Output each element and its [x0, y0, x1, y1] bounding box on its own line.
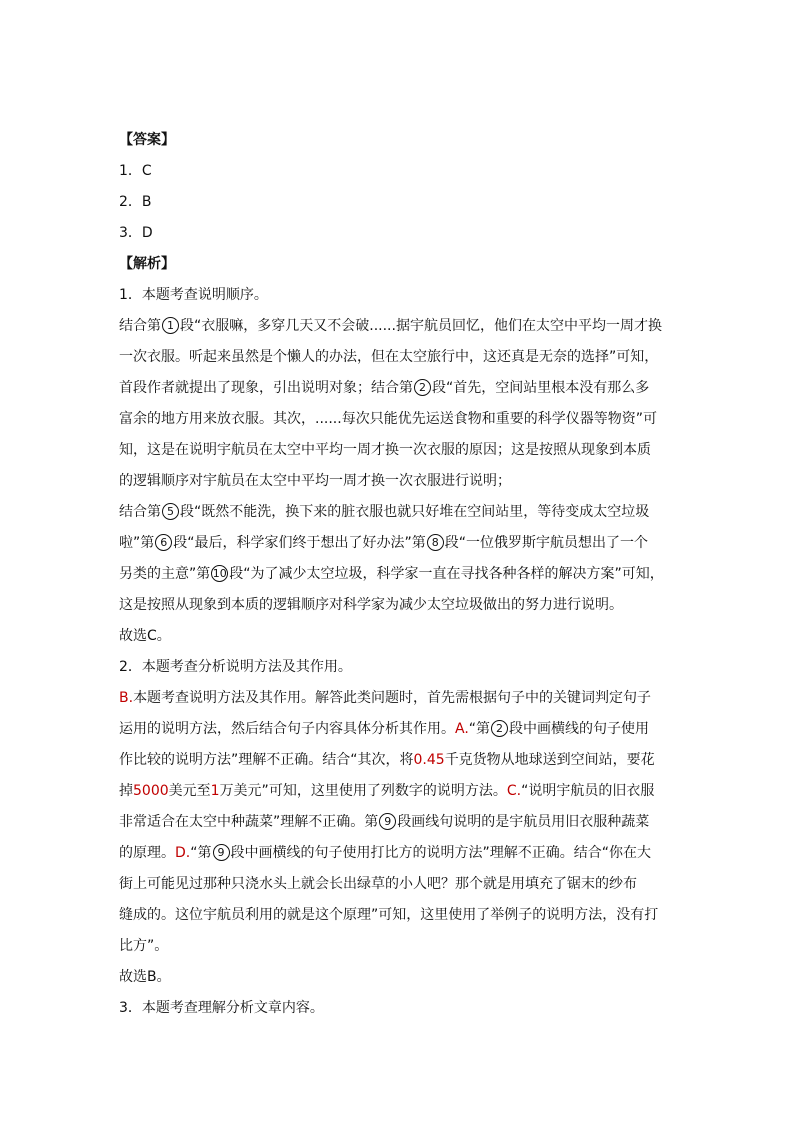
- q2-line-5: [119, 812, 684, 843]
- option-letter: D.: [175, 845, 191, 861]
- text: 美元至: [168, 783, 211, 799]
- text: 结合第: [119, 504, 161, 520]
- q1-line-9: [119, 564, 684, 595]
- analysis-heading: 【解析】: [119, 256, 175, 272]
- q1-line-10: 这是按照从现象到本质的逻辑顺序对科学家为减少太空垃圾做出的努力进行说明。: [119, 597, 623, 613]
- circled-number: 8: [427, 534, 444, 551]
- q2-line-7: 街上可能见过那种只浇水头上就会长出绿草的小人吧？那个就是用填充了锯末的纱布: [119, 876, 637, 892]
- text: 万美元”可知，这里使用了列数字的说明方法。: [219, 783, 507, 799]
- number: 1: [210, 783, 220, 799]
- answer-3: 3．D: [119, 225, 153, 241]
- text: 段中画横线的句子使用: [509, 721, 650, 737]
- q1-line-3: [119, 378, 684, 409]
- text: 作比较的说明方法”理解不正确。结合“其次，将: [119, 752, 414, 768]
- q1-line-5: 知，这是在说明宇航员在太空中平均一周才换一次衣服的原因；这是按照从现象到本质: [119, 442, 651, 458]
- text: “第: [190, 845, 212, 861]
- number: 5000: [133, 783, 169, 799]
- text: 结合第: [119, 318, 161, 334]
- q2-line-2: [119, 719, 684, 750]
- option-letter: C.: [506, 783, 522, 799]
- q1-line-6: 的逻辑顺序对宇航员在太空中平均一周才换一次衣服进行说明；: [119, 473, 511, 489]
- q1-line-2: 一次衣服。听起来虽然是个懒人的办法，但在太空旅行中，这还真是无奈的选择”可知，: [119, 349, 659, 365]
- q1-title: 1．本题考查说明顺序。: [119, 287, 268, 303]
- q2-line-8: 缝成的。这位宇航员利用的就是这个原理”可知，这里使用了举例子的说明方法，没有打: [119, 907, 659, 923]
- option-letter: B.: [119, 690, 134, 706]
- content-area: [119, 130, 684, 1029]
- text: 段“衣服嘛，多穿几天又不会破......据宇航员回忆，他们在太空中平均一周才换: [180, 318, 662, 334]
- text: 段中画横线的句子使用打比方的说明方法”理解不正确。结合“你在大: [230, 845, 652, 861]
- option-letter: A.: [455, 721, 469, 737]
- q1-line-7: [119, 502, 684, 533]
- circled-number: 2: [491, 720, 508, 737]
- circled-number: 2: [414, 379, 431, 396]
- q2-line-1: [119, 688, 684, 719]
- text: 掉: [119, 783, 133, 799]
- q1-line-4: 富余的地方用来放衣服。其次，......每次只能优先运送食物和重要的科学仪器等物资”可: [119, 411, 657, 427]
- text: 段画线句说明的是宇航员用旧衣服种蔬菜: [397, 814, 650, 830]
- circled-number: 9: [379, 813, 396, 830]
- answer-heading: 【答案】: [119, 132, 175, 148]
- text: 非常适合在太空中种蔬菜”理解不正确。第: [119, 814, 379, 830]
- q3-title: 3．本题考查理解分析文章内容。: [119, 1000, 324, 1016]
- q2-line-6: [119, 843, 684, 874]
- q2-title: 2．本题考查分析说明方法及其作用。: [119, 659, 352, 675]
- text: 段“首先，空间站里根本没有那么多: [432, 380, 650, 396]
- text: 的原理。: [119, 845, 175, 861]
- answer-1: 1．C: [119, 163, 152, 179]
- circled-number: 5: [162, 503, 179, 520]
- text: 运用的说明方法，然后结合句子内容具体分析其作用。: [119, 721, 455, 737]
- number: 0.45: [413, 752, 445, 768]
- text: “第: [468, 721, 491, 737]
- text: 段“一位俄罗斯宇航员想出了一个: [444, 535, 649, 551]
- answer-2: 2．B: [119, 194, 152, 210]
- circled-number: 9: [213, 844, 230, 861]
- q2-line-9: 比方”。: [119, 938, 169, 954]
- text: 另类的主意”第: [119, 566, 211, 582]
- text: 首段作者就提出了现象，引出说明对象；结合第: [119, 380, 413, 396]
- q2-conclusion: 故选B。: [119, 969, 171, 985]
- text: 段“为了减少太空垃圾，科学家一直在寻找各种各样的解决方案”可知，: [229, 566, 664, 582]
- circled-number: 10: [212, 567, 227, 580]
- q1-line-1: [119, 316, 684, 347]
- q1-line-8: [119, 533, 684, 564]
- text: “说明宇航员的旧衣服: [521, 783, 655, 799]
- circled-number: 6: [155, 534, 172, 551]
- q2-line-3: [119, 750, 684, 781]
- text: 本题考查说明方法及其作用。解答此类问题时，首先需根据句子中的关键词判定句子: [133, 690, 652, 706]
- circled-number: 1: [162, 317, 179, 334]
- text: 啦”第: [119, 535, 155, 551]
- q2-line-4: [119, 781, 684, 812]
- q1-conclusion: 故选C。: [119, 628, 171, 644]
- text: 千克货物从地球送到空间站，要花: [444, 752, 655, 768]
- text: 段“既然不能洗，换下来的脏衣服也就只好堆在空间站里，等待变成太空垃圾: [180, 504, 650, 520]
- text: 段“最后，科学家们终于想出了好办法”第: [173, 535, 426, 551]
